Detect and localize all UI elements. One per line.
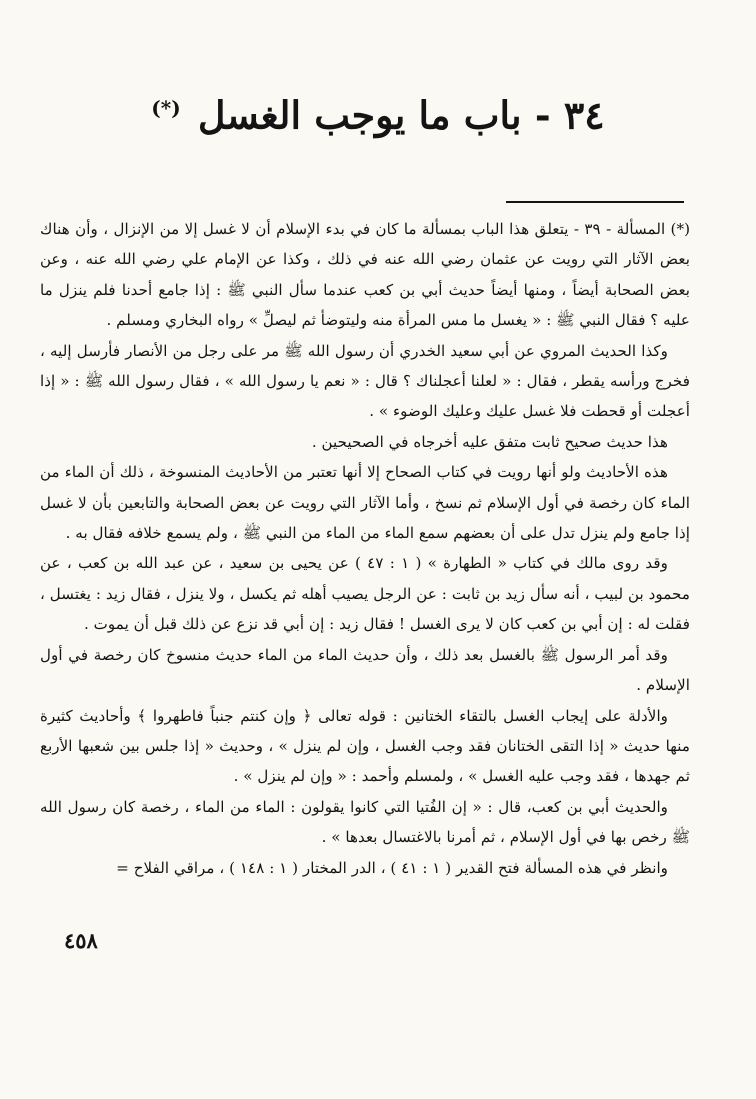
footnote-paragraph: هذا حديث صحيح ثابت متفق عليه أخرجاه في الصحيحين . bbox=[311, 432, 668, 451]
footnote-paragraph: وانظر في هذه المسألة فتح القدير ( ١ : ٤١ ) ، الدر المختار ( ١ : ١٤٨ ) ، مراقي الفلاح = bbox=[116, 858, 668, 877]
footnote-paragraph: والأدلة على إيجاب الغسل بالتقاء الختانين : قوله تعالى ﴿ وإن كنتم جنباً فاطهروا ﴾ وأحاديث كثيرة منها حديث « إذا التقى الختانان فقد وجب الغسل ، وإن لم ينزل » ، وحديث « إذا جلس بين شعبها الأربع ثم جهدها ، فقد وجب عليه الغسل » ، ولمسلم وأحمد : « وإن لم ينزل » . bbox=[40, 706, 690, 786]
footnote-marker: (*) bbox=[151, 96, 181, 120]
footnote-paragraph: وقد روى مالك في كتاب « الطهارة » ( ١ : ٤٧ ) عن يحيى بن سعيد ، عن عبد الله بن كعب ، عن محمود بن لبيب ، أنه سأل زيد بن ثابت : عن الرجل يصيب أهله ثم يكسل ، ولا ينزل ، فقال زيد : يغتسل ، فقلت له : إن أبي بن كعب كان لا يرى الغسل ! فقال زيد : إن أبي قد نزع عن ذلك قبل أن يموت . bbox=[40, 554, 690, 634]
footnote-paragraph: والحديث أبي بن كعب، قال : « إن الفُتيا التي كانوا يقولون : الماء من الماء ، رخصة كان رسول الله ﷺ رخص بها في أول الإسلام ، ثم أمرنا بالاغتسال بعدها » . bbox=[40, 797, 690, 847]
footnote-paragraph: هذه الأحاديث ولو أنها رويت في كتاب الصحاح إلا أنها تعتبر من الأحاديث المنسوخة ، ذلك أن الماء من الماء كان رخصة في أول الإسلام ثم نسخ ، وأما الآثار التي رويت عن بعض الصحابة والتابعين بأن لا غسل إذا جامع ولم ينزل تدل على أن بعضهم سمع الماء من الماء من النبي ﷺ ، ولم يسمع خلافه فقال به . bbox=[40, 463, 690, 543]
footnote-paragraph: (*) المسألة - ٣٩ - يتعلق هذا الباب بمسألة ما كان في بدء الإسلام أن لا غسل إلا من الإنزال ، وأن هناك بعض الآثار التي رويت عن عثمان رضي الله عنه في ذلك ، وكذا عن الإمام علي رضي الله عنه ، وعن بعض الصحابة أيضاً ، ومنها أيضاً حديث أبي بن كعب عندما سأل النبي ﷺ : إذا جامع أحدنا فلم ينزل ما عليه ؟ فقال النبي ﷺ : « يغسل ما مس المرأة منه وليتوضأ ثم ليصلِّ » رواه البخاري ومسلم . bbox=[40, 220, 690, 330]
footnote-block bbox=[40, 214, 690, 883]
footnote-paragraph: وكذا الحديث المروي عن أبي سعيد الخدري أن رسول الله ﷺ مر على رجل من الأنصار فأرسل إليه ، فخرج ورأسه يقطر ، فقال : « لعلنا أعجلناك ؟ قال : « نعم يا رسول الله » ، فقال رسول الله ﷺ : « إذا أعجلت أو قحطت فلا غسل عليك وعليك الوضوء » . bbox=[40, 341, 690, 421]
footnote-separator bbox=[506, 201, 684, 203]
footnote-paragraph: وقد أمر الرسول ﷺ بالغسل بعد ذلك ، وأن حديث الماء من الماء حديث منسوخ كان رخصة في أول الإسلام . bbox=[40, 645, 690, 695]
page-title bbox=[60, 78, 696, 146]
page-number: ٤٥٨ bbox=[64, 928, 98, 953]
chapter-heading: ٣٤ - باب ما يوجب الغسل bbox=[197, 92, 605, 138]
